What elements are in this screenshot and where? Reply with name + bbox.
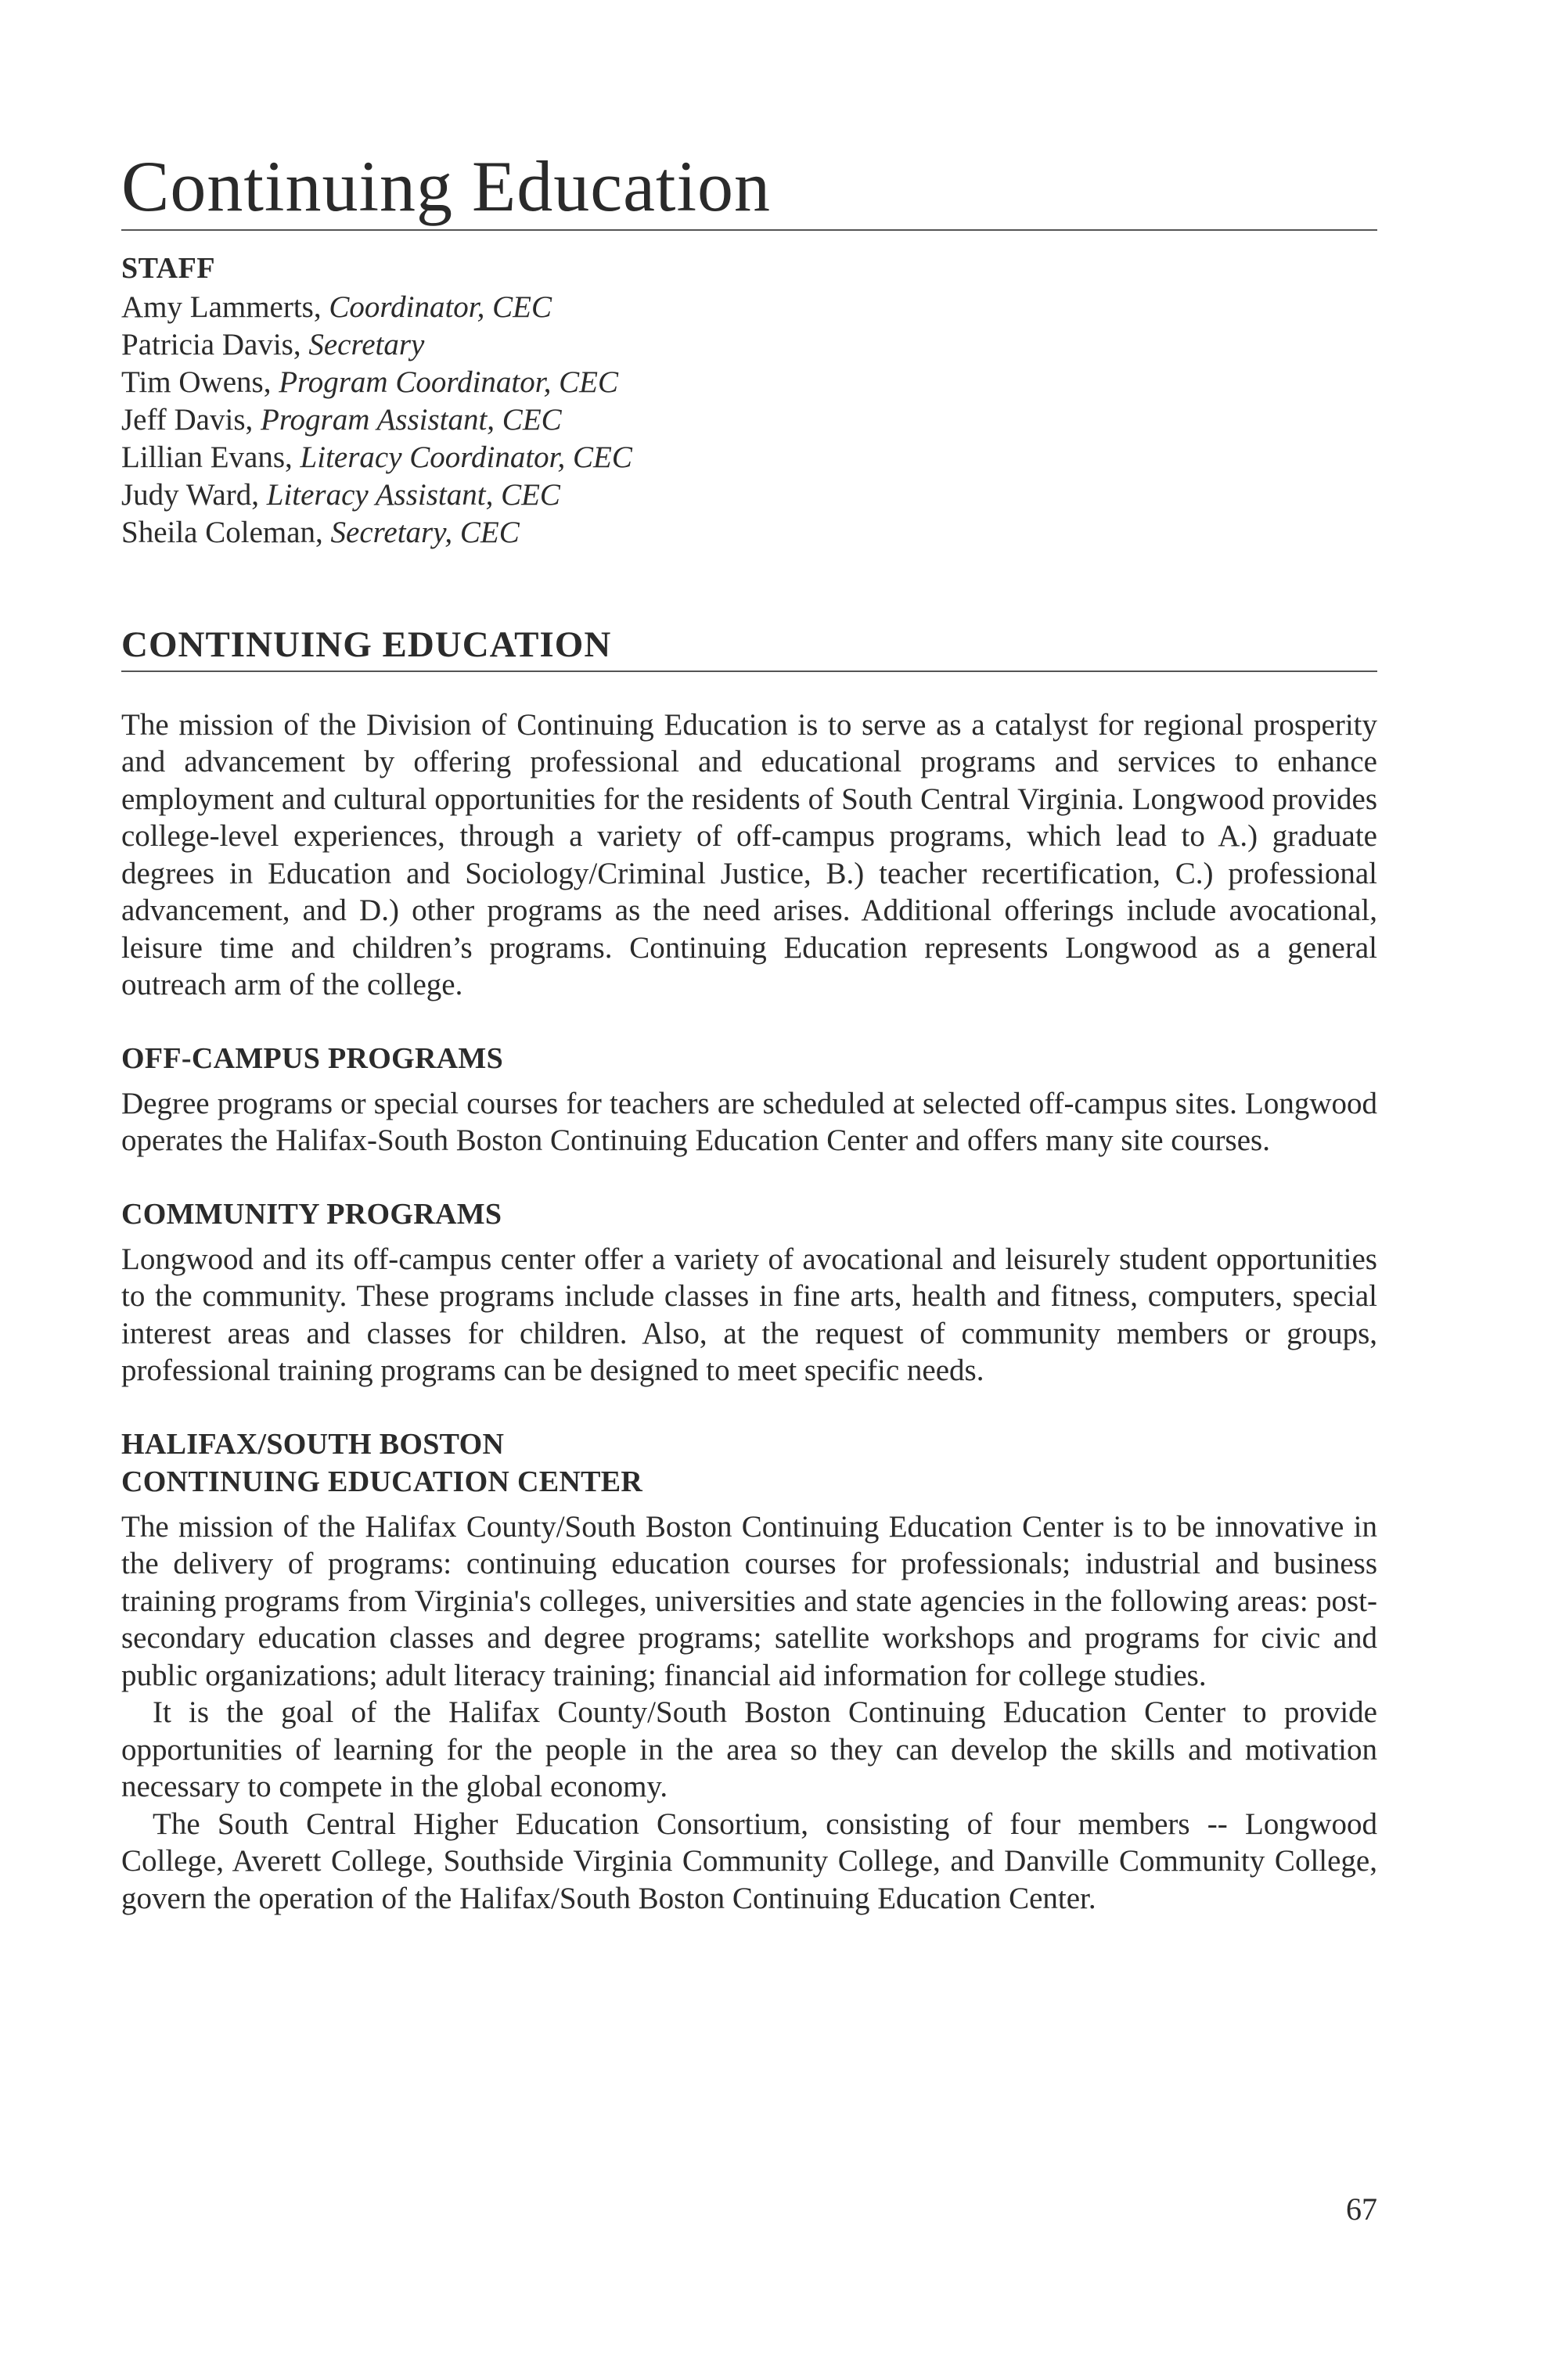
staff-role: Coordinator, CEC [329,289,552,324]
staff-role: Literacy Coordinator, CEC [300,440,632,474]
staff-member [121,289,1377,326]
community-paragraph: Longwood and its off-campus center offer a variety of avocational and leisurely student opportunities to the community. These programs include classes in fine arts, health and fitness, computers, special interest areas and classes for children. Also, at the request of community members or groups, professional training programs can be designed to meet specific needs. [121,1242,1377,1388]
staff-role: Program Coordinator, CEC [279,365,618,399]
staff-member [121,401,1377,439]
staff-member [121,476,1377,514]
staff-member [121,326,1377,364]
halifax-paragraph-2: It is the goal of the Halifax County/South Boston Continuing Education Center to provide opportunities of learning for the people in the area so they can develop the skills and motivation necessary to compete in the global economy. [121,1695,1377,1804]
off-campus-heading: OFF-CAMPUS PROGRAMS [121,1041,504,1075]
staff-name: Judy Ward, [121,477,259,512]
staff-name: Tim Owens, [121,365,272,399]
staff-heading: STAFF [121,251,216,285]
section-rule [121,670,1377,672]
staff-role: Literacy Assistant, CEC [266,477,560,512]
halifax-heading-line2: CONTINUING EDUCATION CENTER [121,1465,643,1498]
title-rule [121,229,1377,231]
staff-role: Program Assistant, CEC [261,402,562,437]
staff-member [121,364,1377,401]
halifax-heading [121,1425,1377,1501]
off-campus-paragraph: Degree programs or special courses for teachers are scheduled at selected off-campus sites. Longwood operates the Halifax-South Boston Continuing Education Center and offers many site courses. [121,1086,1377,1158]
staff-name: Lillian Evans, [121,440,293,474]
staff-name: Sheila Coleman, [121,515,323,549]
staff-name: Amy Lammerts, [121,289,322,324]
section-title: CONTINUING EDUCATION [121,624,612,665]
staff-member [121,439,1377,476]
community-heading: COMMUNITY PROGRAMS [121,1197,502,1231]
halifax-heading-line1: HALIFAX/SOUTH BOSTON [121,1427,505,1461]
halifax-paragraph-1: The mission of the Halifax County/South Boston Continuing Education Center is to be innovative in the delivery of programs: continuing education courses for professionals; industrial and business training programs from Virginia's colleges, universities and state agencies in the following areas: post-secondary education classes and degree programs; satellite workshops and programs for civic and public organizations; adult literacy training; financial aid information for college studies. [121,1509,1377,1692]
staff-role: Secretary [308,327,425,361]
staff-name: Jeff Davis, [121,402,254,437]
halifax-paragraph-3: The South Central Higher Education Consortium, consisting of four members -- Longwood College, Averett College, Southside Virginia Community College, and Danville Community College, govern the operation of the Halifax/South Boston Continuing Education Center. [121,1807,1377,1915]
staff-member [121,514,1377,552]
staff-list [121,289,1377,552]
staff-role: Secretary, CEC [330,515,520,549]
mission-paragraph: The mission of the Division of Continuing Education is to serve as a catalyst for regional prosperity and advancement by offering professional and educational programs and services to enhance employment and cultural opportunities for the residents of South Central Virginia. Longwood provides college-level experiences, through a variety of off-campus programs, which lead to A.) graduate degrees in Education and Sociology/Criminal Justice, B.) teacher recertification, C.) professional advancement, and D.) other programs as the need arises. Additional offerings include avocational, leisure time and children’s programs. Continuing Education represents Longwood as a general outreach arm of the college. [121,707,1377,1002]
document-page [121,146,1377,1917]
page-number: 67 [1346,2191,1377,2227]
page-title: Continuing Education [121,146,772,226]
staff-name: Patricia Davis, [121,327,301,361]
